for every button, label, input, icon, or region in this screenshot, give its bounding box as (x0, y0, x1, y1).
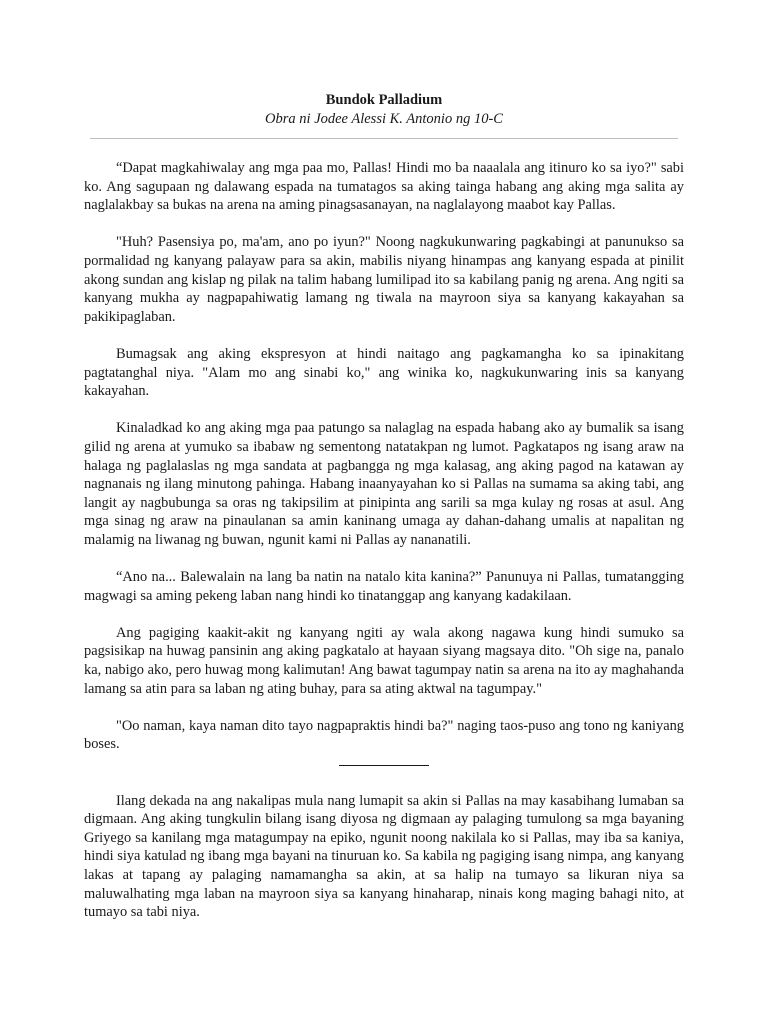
header-divider (90, 138, 678, 139)
paragraph-8: Ilang dekada na ang nakalipas mula nang lumapit sa akin si Pallas na may kasabihang lumaban sa digmaan. Ang aking tungkulin bilang isang diyosa ng digmaan ay palaging tumulong sa mga bayaning Griyego sa kanilang mga matagumpay na epiko, ngunit noong nakilala ko si Pallas, may iba sa kaniya, hindi siya katulad ng ibang mga bayani na tinuruan ko. Sa kabila ng pagiging isang nimpa, ang kanyang lakas at tapang ay palaging namamangha sa akin, at sa halip na tumayo sa likuran niya sa maluwalhating mga laban na mayroon siya sa kanyang hinaharap, ninais kong maging bahagi nito, at tumayo sa tabi niya. (84, 792, 684, 921)
paragraph-6: Ang pagiging kaakit-akit ng kanyang ngiti ay wala akong nagawa kung hindi sumuko sa pagsisikap na huwag pansinin ang aking pagkatalo at hayaan siyang magsaya dito. "Oh sige na, panalo ka, nabigo ako, pero huwag mong kalimutan! Ang bawat tagumpay natin sa arena na ito ay maghahanda lamang sa atin para sa laban ng ating buhay, para sa ating aktwal na tagumpay." (84, 624, 684, 697)
paragraph-5: “Ano na... Balewalain na lang ba natin na natalo kita kanina?” Panunuya ni Pallas, tumatangging magwagi sa aming pekeng laban nang hindi ko tinatanggap ang kanyang kadakilaan. (84, 569, 684, 604)
section-separator (339, 765, 429, 766)
document-title: Bundok Palladium (325, 92, 443, 108)
paragraph-1: “Dapat magkahiwalay ang mga paa mo, Pallas! Hindi mo ba naaalala ang itinuro ko sa iyo?" sabi ko. Ang sagupaan ng dalawang espada na tumatagos sa aking tainga habang ang aking mga salita ay naglalakbay sa bukas na arena na aming pinagsasanayan, na naglalayong maabot kay Pallas. (84, 160, 684, 214)
paragraph-7: "Oo naman, kaya naman dito tayo nagpapraktis hindi ba?" naging taos-puso ang tono ng kaniyang boses. (84, 717, 684, 753)
paragraph-2: "Huh? Pasensiya po, ma'am, ano po iyun?" Noong nagkukunwaring pagkabingi at panunukso sa pormalidad ng kanyang palayaw para sa akin, mabilis niyang hinampas ang kanyang espada at pinilit akong sundan ang kislap ng pilak na talim habang lumilipad ito sa kabilang panig ng arena. Ang ngiti sa kanyang mukha ay nagpapahiwatig lamang ng tiwala na mayroon siya sa kanyang kakayahan sa pakikipaglaban. (84, 234, 684, 325)
paragraph-3: Bumagsak ang aking ekspresyon at hindi naitago ang pagkamangha ko sa ipinakitang pagtatanghal niya. "Alam mo ang sinabi ko," ang winika ko, nagkukunwaring inis sa kanyang kakayahan. (84, 345, 684, 400)
paragraph-4: Kinaladkad ko ang aking mga paa patungo sa nalaglag na espada habang ako ay bumalik sa isang gilid ng arena at yumuko sa ibabaw ng sementong natatakpan ng lumot. Pagkatapos ng isang araw na halaga ng paglalaslas ng mga sandata at pagbangga ng mga kalasag, ang aking pagod na katawan ay nagnanais ng ilang minutong pahinga. Habang inaanyayahan ko si Pallas na sumama sa aking tabi, ang langit ay nagbubunga sa oras ng takipsilim at pinipinta ang sarili sa mga kulay ng rosas at asul. Ang mga sinag ng araw na pinaulanan sa amin kaninang umaga ay dahan-dahang umalis at napalitan ng malamig na liwanag ng buwan, ngunit kami ni Pallas ay nananatili. (84, 420, 684, 548)
document-subtitle: Obra ni Jodee Alessi K. Antonio ng 10-C (265, 111, 503, 127)
